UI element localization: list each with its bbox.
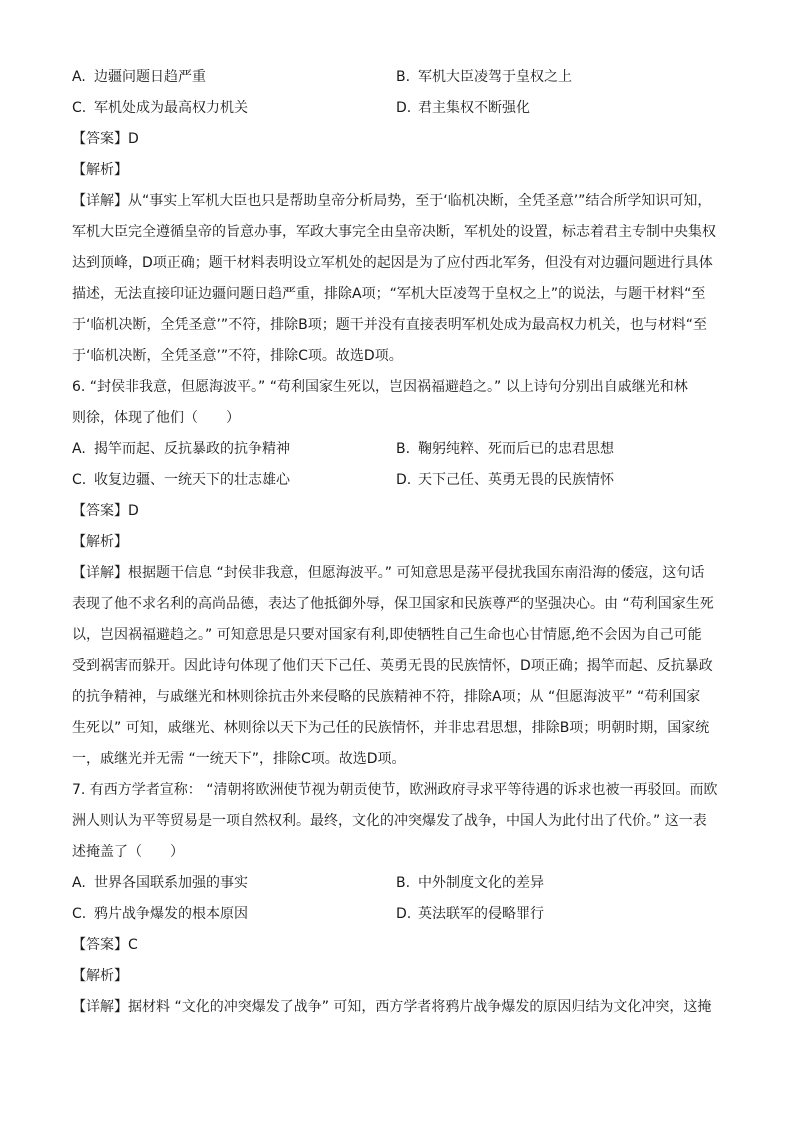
option-text: 君主集权不断强化	[418, 100, 530, 116]
option-letter: C.	[72, 100, 87, 116]
q7-option-d	[396, 899, 720, 930]
q5-answer	[72, 124, 724, 155]
q5-options-row-1	[72, 62, 724, 93]
detail-line: 于‘临机决断，全凭圣意’”不符，排除C项。故选D项。	[72, 348, 403, 364]
q5-option-b	[396, 62, 720, 93]
option-letter: D.	[396, 472, 412, 488]
detail-line: 的抗争精神，与戚继光和林则徐抗击外来侵略的民族精神不符，排除A项；从 “但愿海波平” “苟利国家	[72, 689, 701, 705]
answer-value: D	[128, 131, 139, 147]
stem-line: 7. 有西方学者宣称： “清朝将欧洲使节视为朝贡使节，欧洲政府寻求平等待遇的诉求也被一再驳回。而欧	[72, 782, 718, 798]
detail-line: 生死以” 可知，戚继光、林则徐以天下为己任的民族情怀，并非忠君思想，排除B项；明朝时期，国家统	[72, 720, 710, 736]
q6-option-a	[72, 434, 396, 465]
q6-stem	[72, 372, 724, 434]
detail-line: 于‘临机决断，全凭圣意’”不符，排除B项；题干并没有直接表明军机处成为最高权力机关，也与材料“至	[72, 317, 708, 333]
detail-label: 【详解】	[72, 999, 128, 1015]
option-letter: B.	[396, 441, 411, 457]
option-text: 鞠躬纯粹、死而后已的忠君思想	[418, 441, 614, 457]
detail-line: 从“事实上军机大臣也只是帮助皇帝分析局势，至于‘临机决断，全凭圣意’”结合所学知识可知，	[128, 193, 712, 209]
detail-line: 根据题干信息 “封侯非我意，但愿海波平。” 可知意思是荡平侵扰我国东南沿海的倭寇，这句话	[128, 565, 705, 581]
option-text: 鸦片战争爆发的根本原因	[94, 906, 248, 922]
answer-value: C	[128, 937, 138, 953]
q7-option-c	[72, 899, 396, 930]
option-text: 英法联军的侵略罪行	[418, 906, 544, 922]
q6-analysis-label: 【解析】	[72, 534, 128, 550]
q7-option-b	[396, 868, 720, 899]
q7-stem	[72, 775, 724, 868]
q5-options-row-2	[72, 93, 724, 124]
detail-line: 以，岂因祸福避趋之。” 可知意思是只要对国家有利,即使牺牲自己生命也心甘情愿,绝不会因为自己可能	[72, 627, 702, 643]
q7-analysis-label: 【解析】	[72, 968, 128, 984]
q6-option-b	[396, 434, 720, 465]
q6-option-c	[72, 465, 396, 496]
q6-answer	[72, 496, 724, 527]
option-letter: C.	[72, 906, 87, 922]
stem-line: 洲人则认为平等贸易是一项自然权利。最终，文化的冲突爆发了战争，中国人为此付出了代价。” 这一表	[72, 813, 707, 829]
option-letter: C.	[72, 472, 87, 488]
option-text: 揭竿而起、反抗暴政的抗争精神	[94, 441, 290, 457]
q5-option-d	[396, 93, 720, 124]
stem-line: 述掩盖了（ ）	[72, 844, 184, 860]
option-letter: D.	[396, 906, 412, 922]
detail-line: 据材料 “文化的冲突爆发了战争” 可知，西方学者将鸦片战争爆发的原因归结为文化冲突，这掩	[128, 999, 712, 1015]
option-letter: D.	[396, 100, 412, 116]
document-page	[72, 62, 724, 1023]
option-text: 收复边疆、一统天下的壮志雄心	[94, 472, 290, 488]
answer-label: 【答案】	[72, 131, 128, 147]
q7-answer	[72, 930, 724, 961]
detail-label: 【详解】	[72, 193, 128, 209]
option-letter: B.	[396, 69, 411, 85]
q7-options-row-1	[72, 868, 724, 899]
stem-line: 6. “封侯非我意，但愿海波平。” “苟利国家生死以，岂因祸福避趋之。” 以上诗句分别出自戚继光和林	[72, 379, 688, 395]
option-text: 世界各国联系加强的事实	[94, 875, 248, 891]
option-text: 天下己任、英勇无畏的民族情怀	[418, 472, 614, 488]
q6-detail	[72, 558, 724, 775]
q6-options-row-1	[72, 434, 724, 465]
option-letter: A.	[72, 875, 86, 891]
q7-options-row-2	[72, 899, 724, 930]
option-text: 军机处成为最高权力机关	[94, 100, 248, 116]
answer-label: 【答案】	[72, 503, 128, 519]
detail-line: 达到顶峰，D项正确；题干材料表明设立军机处的起因是为了应付西北军务，但没有对边疆问题进行具体	[72, 255, 713, 271]
q5-analysis-label: 【解析】	[72, 162, 128, 178]
option-text: 中外制度文化的差异	[418, 875, 544, 891]
option-text: 边疆问题日趋严重	[94, 69, 206, 85]
q7-option-a	[72, 868, 396, 899]
option-letter: A.	[72, 69, 86, 85]
detail-line: 军机大臣完全遵循皇帝的旨意办事，军政大事完全由皇帝决断，军机处的设置，标志着君主专制中央集权	[72, 224, 716, 240]
q7-detail	[72, 992, 724, 1023]
q6-option-d	[396, 465, 720, 496]
detail-line: 描述，无法直接印证边疆问题日趋严重，排除A项；“军机大臣凌驾于皇权之上”的说法，与题干材料“至	[72, 286, 706, 302]
detail-label: 【详解】	[72, 565, 128, 581]
q5-option-a	[72, 62, 396, 93]
detail-line: 表现了他不求名利的高尚品德，表达了他抵御外辱，保卫国家和民族尊严的坚强决心。由 “苟利国家生死	[72, 596, 714, 612]
option-letter: B.	[396, 875, 411, 891]
detail-line: 受到祸害而躲开。因此诗句体现了他们天下己任、英勇无畏的民族情怀，D项正确；揭竿而起、反抗暴政	[72, 658, 713, 674]
option-letter: A.	[72, 441, 86, 457]
option-text: 军机大臣凌驾于皇权之上	[418, 69, 572, 85]
q5-detail	[72, 186, 724, 372]
q6-options-row-2	[72, 465, 724, 496]
q5-option-c	[72, 93, 396, 124]
stem-line: 则徐，体现了他们（ ）	[72, 410, 240, 426]
answer-label: 【答案】	[72, 937, 128, 953]
detail-line: 一，戚继光并无需 “一统天下”，排除C项。故选D项。	[72, 751, 406, 767]
answer-value: D	[128, 503, 139, 519]
